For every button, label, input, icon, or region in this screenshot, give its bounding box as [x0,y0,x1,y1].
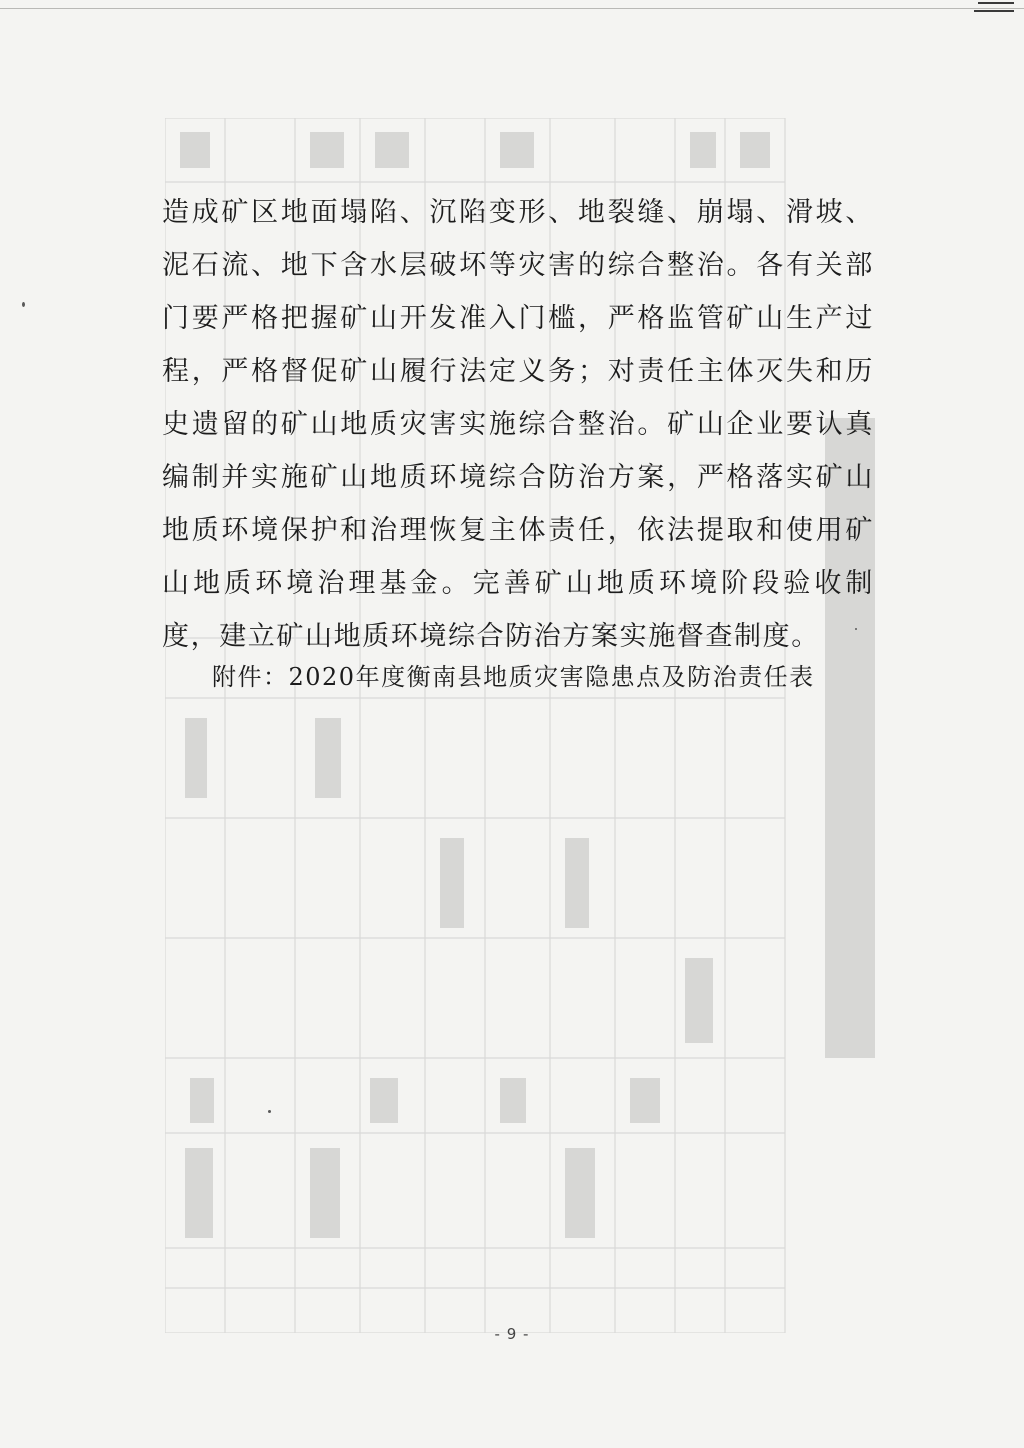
body-paragraph-block [162,186,874,663]
body-paragraph: 造成矿区地面塌陷、沉陷变形、地裂缝、崩塌、滑坡、泥石流、地下含水层破坏等灾害的综合整治。各有关部门要严格把握矿山开发准入门槛，严格监管矿山生产过程，严格督促矿山履行法定义务；对责任主体灭失和历史遗留的矿山地质灾害实施综合整治。矿山企业要认真编制并实施矿山地质环境综合防治方案，严格落实矿山地质环境保护和治理恢复主体责任，依法提取和使用矿山地质环境治理基金。完善矿山地质环境阶段验收制度，建立矿山地质环境综合防治方案实施督查制度。 [162,197,874,652]
scan-speck [22,302,25,307]
page-number: - 9 - [494,1325,530,1343]
scan-corner-mark [974,10,1014,12]
attachment-line: 附件：2020年度衡南县地质灾害隐患点及防治责任表 [212,663,815,691]
scan-corner-mark [978,2,1014,4]
scan-edge-line [0,8,1024,9]
scan-speck [268,1110,271,1113]
scan-speck [855,628,857,630]
